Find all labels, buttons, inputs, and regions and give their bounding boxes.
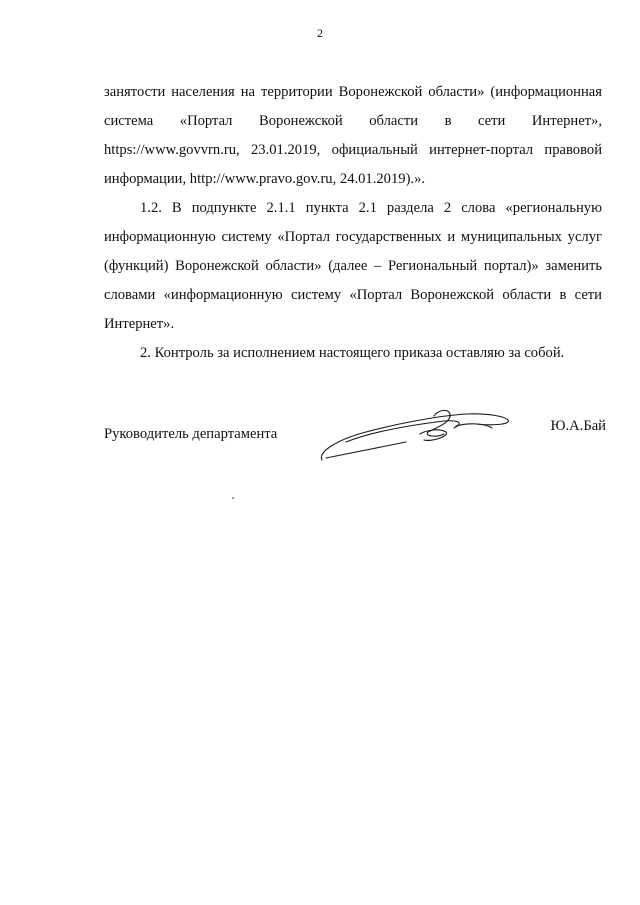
signatory-name: Ю.А.Бай	[550, 418, 606, 434]
paragraph-1-rest: https://www.govvrn.ru, 23.01.2019, официальный интернет-портал правовой информации, http://www.pravo.gov.ru, 24.01.2019).».	[104, 142, 602, 187]
paragraph-1-line-2: система «Портал Воронежской области в сети Интернет»,	[104, 113, 602, 129]
page-number: 2	[317, 26, 323, 40]
signatory-title: Руководитель департамента	[104, 426, 278, 442]
paragraph-item-2: 2. Контроль за исполнением настоящего приказа оставляю за собой.	[140, 345, 565, 361]
document-body	[104, 78, 602, 368]
handwritten-signature	[316, 402, 516, 464]
paragraph-1-line-1: занятости населения на территории Воронежской области» (информационная	[104, 84, 602, 100]
scan-speck	[232, 497, 234, 499]
signature-block	[104, 400, 604, 470]
paragraph-item-1-2: 1.2. В подпункте 2.1.1 пункта 2.1 раздела 2 слова «региональную информационную систему «Портал государственных и муниципальных услуг (функций) Воронежской области» (далее – Региональный портал)» заменить словами «информационную систему «Портал Воронежской области в сети Интернет».	[104, 200, 602, 332]
